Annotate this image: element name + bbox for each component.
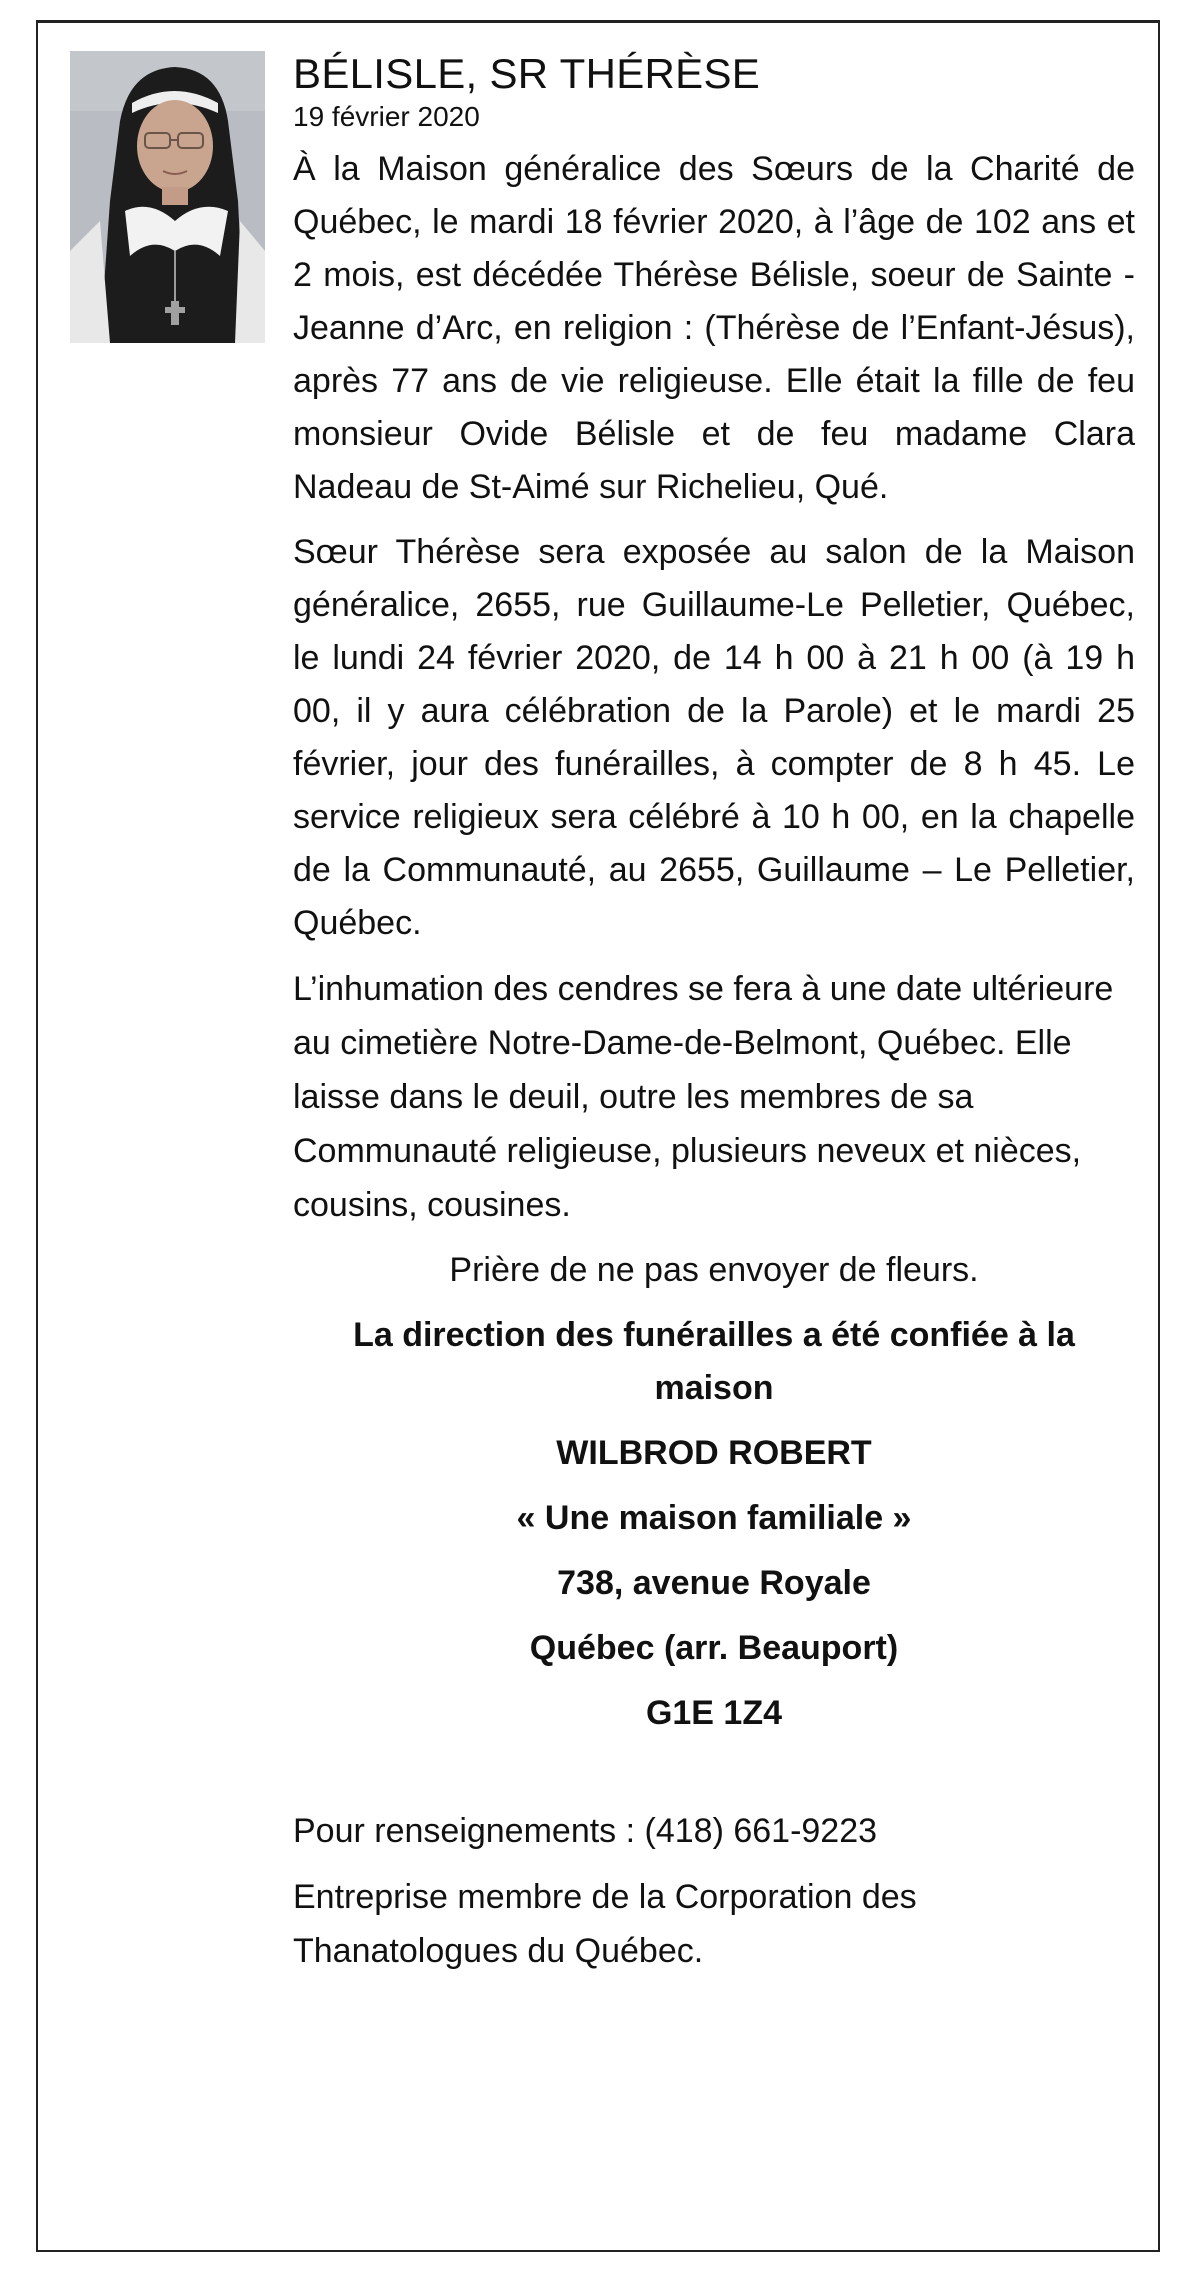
deceased-name: BÉLISLE, SR THÉRÈSE xyxy=(293,50,761,97)
obituary-card xyxy=(36,20,1160,2252)
burial-paragraph: L’inhumation des cendres se fera à une date ultérieure au cimetière Notre-Dame-de-Belmont, Québec. Elle laisse dans le deuil, outre les membres de sa Communauté religieuse, plusieurs neveux et nièces, cousins, cousines. xyxy=(293,970,1114,1224)
publication-date: 19 février 2020 xyxy=(293,101,480,132)
funeral-home-postal-code: G1E 1Z4 xyxy=(645,1694,783,1732)
membership-note: Entreprise membre de la Corporation des Thanatologues du Québec. xyxy=(293,1878,917,1970)
obituary-content xyxy=(293,49,1135,1990)
death-announcement-paragraph: À la Maison généralice des Sœurs de la Charité de Québec, le mardi 18 février 2020, à l’âge de 102 ans et 2 mois, est décédée Thérèse Bélisle, soeur de Sainte - Jeanne d’Arc, en religion : (Thérèse de l’Enfant-Jésus), après 77 ans de vie religieuse. Elle était la fille de feu monsieur Ovide Bélisle et de feu madame Clara Nadeau de St-Aimé sur Richelieu, Qué. xyxy=(293,150,1135,506)
funeral-home-street: 738, avenue Royale xyxy=(557,1564,871,1602)
spacer xyxy=(293,1752,1135,1804)
visitation-paragraph: Sœur Thérèse sera exposée au salon de la Maison généralice, 2655, rue Guillaume-Le Pelletier, Québec, le lundi 24 février 2020, de 14 h 00 à 21 h 00 (à 19 h 00, il y aura célébration de la Parole) et le mardi 25 février, jour des funérailles, à compter de 8 h 45. Le service religieux sera célébré à 10 h 00, en la chapelle de la Communauté, au 2655, Guillaume – Le Pelletier, Québec. xyxy=(293,533,1135,942)
funeral-home-intro: La direction des funérailles a été confiée à la maison xyxy=(353,1316,1075,1407)
contact-info: Pour renseignements : (418) 661-9223 xyxy=(293,1812,878,1850)
funeral-home-slogan: « Une maison familiale » xyxy=(516,1499,912,1537)
flowers-note: Prière de ne pas envoyer de fleurs. xyxy=(449,1251,979,1289)
funeral-home-city: Québec (arr. Beauport) xyxy=(529,1629,899,1667)
portrait-photo xyxy=(70,51,265,343)
funeral-home-name: WILBROD ROBERT xyxy=(556,1434,872,1472)
